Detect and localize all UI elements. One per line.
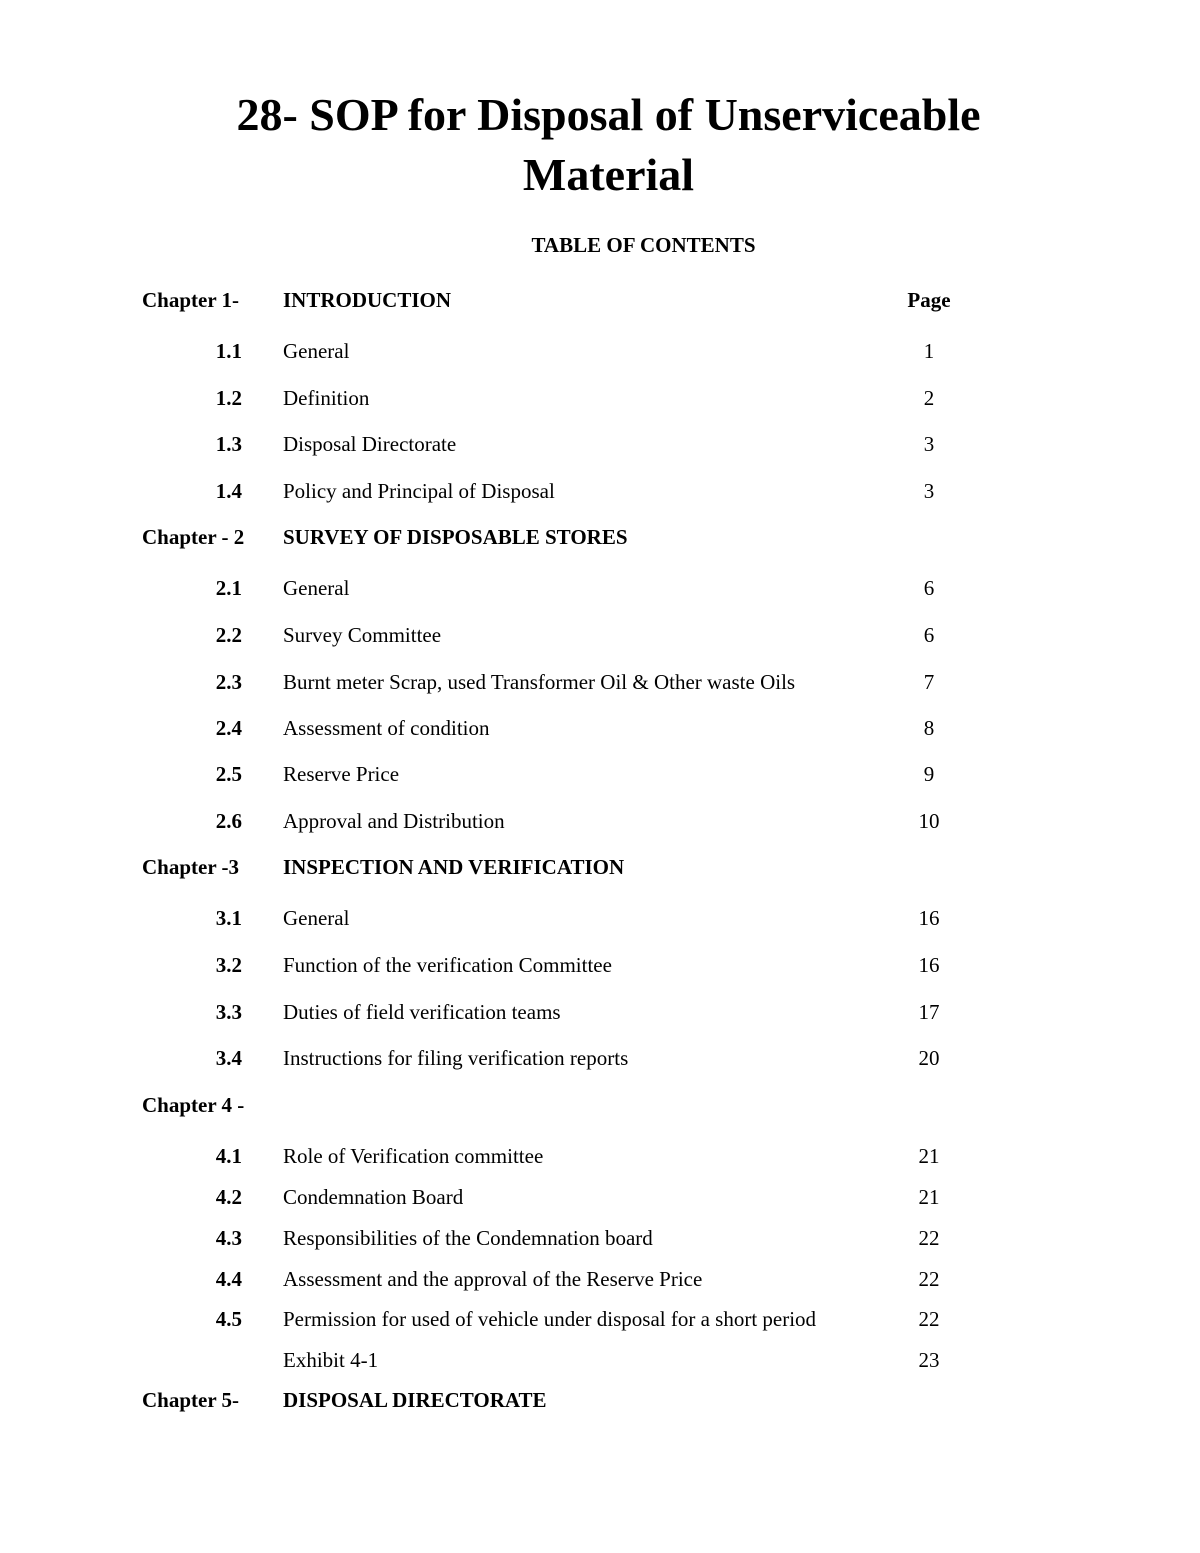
- section-number: 2.4: [215, 716, 242, 740]
- chapter-title: SURVEY OF DISPOSABLE STORES: [283, 525, 628, 549]
- section-number: 3.4: [215, 1046, 242, 1070]
- section-title: Permission for used of vehicle under disposal for a short period: [283, 1307, 817, 1331]
- toc-entry: [0, 1141, 1200, 1171]
- toc-entry: [0, 1223, 1200, 1253]
- page-number: 7: [923, 670, 935, 694]
- toc-entry: [0, 620, 1200, 650]
- section-number: 2.6: [215, 809, 242, 833]
- chapter-4-heading: [0, 1090, 1200, 1120]
- page-number: 17: [918, 1000, 940, 1024]
- chapter-label: Chapter -3: [142, 855, 240, 879]
- chapter-5-heading: [0, 1385, 1200, 1415]
- toc-entry: [0, 1182, 1200, 1212]
- section-title: Disposal Directorate: [283, 432, 457, 456]
- section-number: 2.1: [215, 576, 242, 600]
- page-number: 22: [918, 1267, 940, 1291]
- page-number: 22: [918, 1226, 940, 1250]
- page-number: 21: [918, 1144, 940, 1168]
- section-title: General: [283, 906, 350, 930]
- section-title: Instructions for filing verification reports: [283, 1046, 629, 1070]
- section-title: Survey Committee: [283, 623, 442, 647]
- section-title: Function of the verification Committee: [283, 953, 612, 977]
- section-number: 2.5: [215, 762, 242, 786]
- chapter-title: INSPECTION AND VERIFICATION: [283, 855, 625, 879]
- section-title: Assessment and the approval of the Reserve Price: [283, 1267, 703, 1291]
- toc-entry: [0, 903, 1200, 933]
- page-number: 3: [923, 479, 935, 503]
- page-number: 16: [918, 953, 940, 977]
- section-number: 3.2: [215, 953, 242, 977]
- section-title: Reserve Price: [283, 762, 400, 786]
- page-number: 9: [923, 762, 935, 786]
- toc-entry: [0, 997, 1200, 1027]
- section-number: 4.3: [215, 1226, 242, 1250]
- page-number: 23: [918, 1348, 940, 1372]
- toc-entry: [0, 573, 1200, 603]
- chapter-title: DISPOSAL DIRECTORATE: [283, 1388, 547, 1412]
- page-number: 16: [918, 906, 940, 930]
- section-title: General: [283, 339, 350, 363]
- chapter-label: Chapter 4 -: [142, 1093, 245, 1117]
- chapter-2-heading: [0, 522, 1200, 552]
- toc-entry: [0, 383, 1200, 413]
- section-title: General: [283, 576, 350, 600]
- page-number: 6: [923, 623, 935, 647]
- page-number: 21: [918, 1185, 940, 1209]
- chapter-title: INTRODUCTION: [283, 288, 452, 312]
- section-number: 2.3: [215, 670, 242, 694]
- chapter-3-heading: [0, 852, 1200, 882]
- section-number: 4.5: [215, 1307, 242, 1331]
- page-number: 20: [918, 1046, 940, 1070]
- toc-entry: [0, 806, 1200, 836]
- section-title: Policy and Principal of Disposal: [283, 479, 555, 503]
- toc-entry: [0, 429, 1200, 459]
- section-number: 1.2: [215, 386, 242, 410]
- section-number: 3.1: [215, 906, 242, 930]
- page-number: 3: [923, 432, 935, 456]
- chapter-label: Chapter 5-: [142, 1388, 240, 1412]
- section-number: 1.3: [215, 432, 242, 456]
- toc-entry: [0, 1043, 1200, 1073]
- toc-heading: TABLE OF CONTENTS: [531, 233, 756, 257]
- chapter-label: Chapter 1-: [142, 288, 240, 312]
- toc-entry: [0, 759, 1200, 789]
- section-title: Definition: [283, 386, 370, 410]
- toc-entry: [0, 667, 1200, 697]
- page-number: 8: [923, 716, 935, 740]
- toc-entry: [0, 713, 1200, 743]
- chapter-1-heading: [0, 285, 1200, 315]
- section-title: Approval and Distribution: [283, 809, 505, 833]
- document-title: [0, 85, 1200, 205]
- toc-entry: [0, 1264, 1200, 1294]
- chapter-label: Chapter - 2: [142, 525, 245, 549]
- page-number: 2: [923, 386, 935, 410]
- section-number: 4.1: [215, 1144, 242, 1168]
- section-title: Condemnation Board: [283, 1185, 464, 1209]
- document-title-line-1: 28- SOP for Disposal of Unserviceable: [236, 89, 981, 140]
- page-number: 22: [918, 1307, 940, 1331]
- section-title: Role of Verification committee: [283, 1144, 544, 1168]
- section-number: 4.4: [215, 1267, 242, 1291]
- section-title: Assessment of condition: [283, 716, 490, 740]
- page-number: 10: [918, 809, 940, 833]
- section-number: 4.2: [215, 1185, 242, 1209]
- toc-entry: [0, 336, 1200, 366]
- page-number: 6: [923, 576, 935, 600]
- section-title: Burnt meter Scrap, used Transformer Oil & Other waste Oils: [283, 670, 796, 694]
- section-title: Duties of field verification teams: [283, 1000, 561, 1024]
- toc-entry: [0, 1345, 1200, 1375]
- toc-entry: [0, 1304, 1200, 1334]
- section-number: 3.3: [215, 1000, 242, 1024]
- page-column-header: Page: [907, 288, 951, 312]
- document-title-line-2: Material: [522, 149, 695, 200]
- toc-entry: [0, 476, 1200, 506]
- section-number: 1.1: [215, 339, 242, 363]
- page-number: 1: [923, 339, 935, 363]
- section-number: 2.2: [215, 623, 242, 647]
- toc-entry: [0, 950, 1200, 980]
- section-title: Exhibit 4-1: [283, 1348, 379, 1372]
- section-number: 1.4: [215, 479, 242, 503]
- section-title: Responsibilities of the Condemnation board: [283, 1226, 653, 1250]
